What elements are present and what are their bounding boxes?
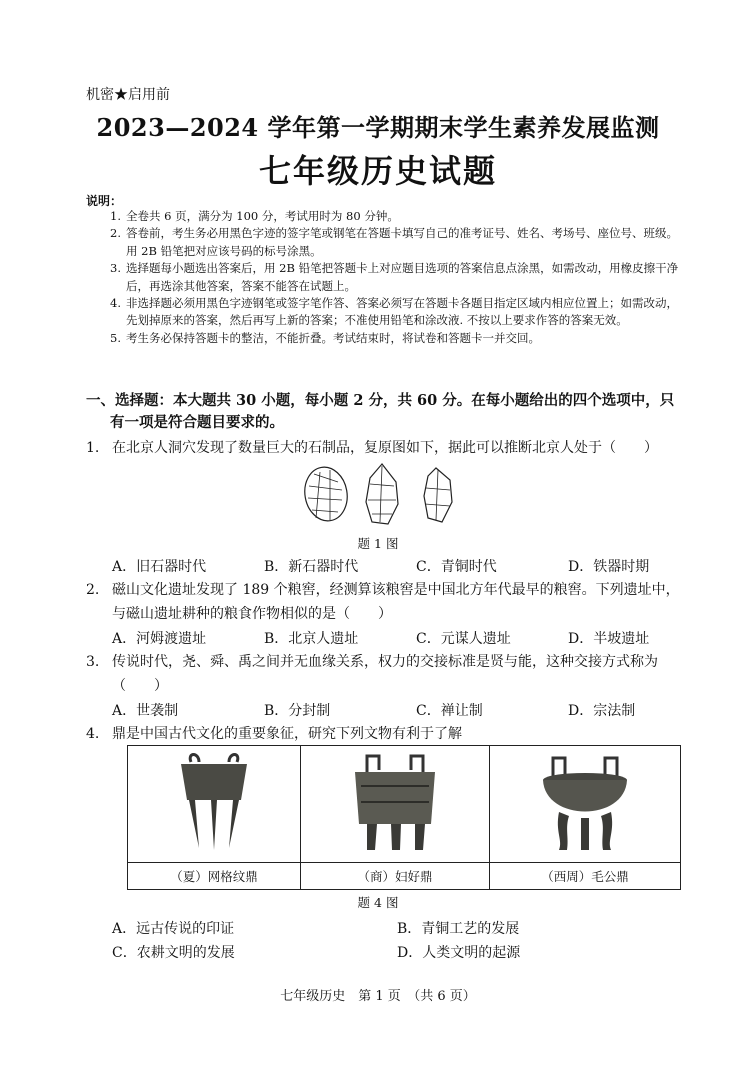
stone-tool-2 [366,464,398,524]
option-b: B．青铜工艺的发展 [397,921,520,937]
instruction-number: 3. [110,261,121,276]
question-3 [86,650,686,698]
instruction-item [110,295,680,330]
instruction-text: 考生务必保持答题卡的整洁，不能折叠。考试结束时，将试卷和答题卡一并交回。 [126,330,540,345]
ding-label-xia: （夏）网格纹鼎 [128,863,301,890]
ding-label-shang: （商）妇好鼎 [301,863,490,890]
page-footer: 七年级历史 第 1 页 （共 6 页） [280,989,476,1004]
question-number: 4. [86,726,100,742]
ding-photo-shang [345,752,445,852]
question-4-options-row2 [112,942,682,962]
option-d: D．人类文明的起源 [397,945,521,961]
ding-photo-western-zhou [535,752,635,852]
option-a: A．旧石器时代 [112,559,207,575]
instruction-number: 4. [110,296,121,311]
confidential-mark: 机密★启用前 [86,87,170,103]
option-a: A．世袭制 [112,703,179,719]
instruction-text: 选择题每小题选出答案后，用 2B 铅笔把答题卡上对应题目选项的答案信息点涂黑，如需改动，用橡皮擦干净后，再选涂其他答案，答案不能答在试题上。 [126,261,679,293]
ding-photo-cell [490,746,681,863]
instruction-text: 答卷前，考生务必用黑色字迹的签字笔或钢笔在答题卡填写自己的准考证号、姓名、考场号、座位号、班级。用 2B 铅笔把对应该号码的标号涂黑。 [126,226,678,258]
question-1 [86,436,686,460]
option-b: B．分封制 [264,703,331,719]
ding-artifacts-table [127,745,681,890]
question-number: 1. [86,440,100,456]
ding-photo-cell [301,746,490,863]
instruction-number: 2. [110,226,121,241]
instructions-list [110,208,680,347]
question-text: 在北京人洞穴发现了数量巨大的石制品，复原图如下，据此可以推断北京人处于（ ） [112,440,658,456]
question-4-options-row1 [112,918,682,938]
ding-photo-cell [128,746,301,863]
option-b: B．新石器时代 [264,559,359,575]
option-b: B．北京人遗址 [264,631,359,647]
question-1-options [112,556,682,576]
question-3-options [112,700,682,720]
question-number: 2. [86,582,100,598]
option-c: C．元谋人遗址 [416,631,511,647]
question-number: 3. [86,654,100,670]
question-2-options [112,628,682,648]
figure-4-caption: 题 4 图 [357,895,399,910]
stone-tool-3 [424,468,452,522]
option-c: C．禅让制 [416,703,483,719]
option-a: A．远古传说的印证 [112,921,235,937]
stone-tool-1 [301,464,352,524]
ding-label-western-zhou: （西周）毛公鼎 [490,863,681,890]
question-2 [86,578,686,626]
subject-title: 七年级历史试题 [258,152,497,190]
section-heading [86,390,686,434]
stone-tools-illustration [300,460,460,530]
instruction-item [110,330,680,347]
option-d: D．半坡遗址 [568,631,650,647]
instruction-item [110,225,680,260]
question-text: 传说时代，尧、舜、禹之间并无血缘关系，权力的交接标准是贤与能，这种交接方式称为（ ） [112,654,658,694]
instruction-number: 1. [110,209,121,223]
question-text: 鼎是中国古代文化的重要象征，研究下列文物有利于了解 [112,726,462,742]
section-heading-line1: 一、选择题：本大题共 30 小题，每小题 2 分，共 60 分。在每小题给出的四个选项中，只 [86,392,675,409]
option-d: D．铁器时期 [568,559,650,575]
instruction-text: 全卷共 6 页，满分为 100 分，考试用时为 80 分钟。 [126,209,399,223]
question-4 [86,722,686,746]
instruction-text: 非选择题必须用黑色字迹钢笔或签字笔作答、答案必须写在答题卡各题目指定区域内相应位置上；如需改动，先划掉原来的答案，然后再写上新的答案；不准使用铅笔和涂改液. 不按以上要求作答的答案无效。 [126,296,678,328]
ding-photo-xia [169,752,259,852]
option-c: C．青铜时代 [416,559,497,575]
instruction-item [110,260,680,295]
option-d: D．宗法制 [568,703,636,719]
figure-1-caption: 题 1 图 [357,536,399,551]
option-a: A．河姆渡遗址 [112,631,207,647]
instruction-number: 5. [110,330,121,345]
exam-title: 2023—2024 学年第一学期期末学生素养发展监测 [96,113,660,142]
section-heading-line2: 有一项是符合题目要求的。 [110,414,284,431]
option-c: C．农耕文明的发展 [112,945,235,961]
instructions-heading: 说明： [86,194,123,208]
instruction-item [110,208,680,225]
question-text: 磁山文化遗址发现了 189 个粮窖，经测算该粮窖是中国北方年代最早的粮窖。下列遗址中，与磁山遗址耕种的粮食作物相似的是（ ） [112,582,680,622]
